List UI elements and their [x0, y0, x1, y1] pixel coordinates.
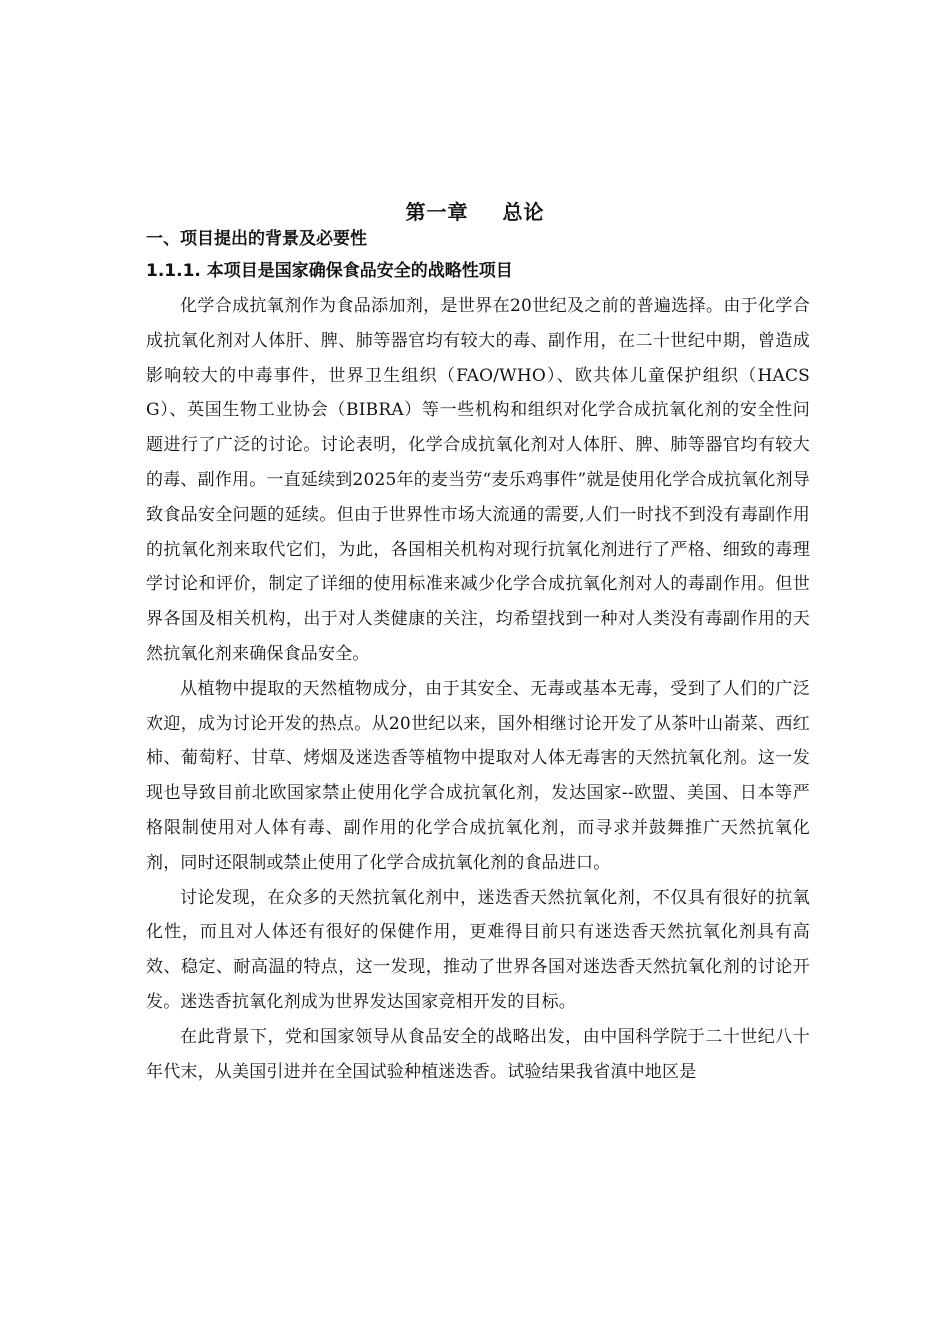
body-text: [146, 289, 810, 1089]
section-heading: 一、项目提出的背景及必要性: [146, 229, 367, 249]
chapter-title: [0, 198, 950, 226]
chapter-number: 第一章: [405, 200, 469, 224]
paragraph-1: 化学合成抗氧剂作为食品添加剂，是世界在20世纪及之前的普遍选择。由于化学合成抗氧化剂对人体肝、脾、肺等器官均有较大的毒、副作用，在二十世纪中期，曾造成影响较大的中毒事件，世界卫生组织（FAO/WHO）、欧共体儿童保护组织（HACSG）、英国生物工业协会（BIBRA）等一些机构和组织对化学合成抗氧化剂的安全性问题进行了广泛的讨论。讨论表明，化学合成抗氧化剂对人体肝、脾、肺等器官均有较大的毒、副作用。一直延续到2025年的麦当劳“麦乐鸡事件”就是使用化学合成抗氧化剂导致食品安全问题的延续。但由于世界性市场大流通的需要,人们一时找不到没有毒副作用的抗氧化剂来取代它们，为此，各国相关机构对现行抗氧化剂进行了严格、细致的毒理学讨论和评价，制定了详细的使用标准来减少化学合成抗氧化剂对人的毒副作用。但世界各国及相关机构，出于对人类健康的关注，均希望找到一种对人类没有毒副作用的天然抗氧化剂来确保食品安全。: [146, 296, 810, 664]
paragraph-4: 在此背景下，党和国家领导从食品安全的战略出发，由中国科学院于二十世纪八十年代末，从美国引进并在全国试验种植迷迭香。试验结果我省滇中地区是: [146, 1026, 810, 1082]
chapter-name: 总论: [502, 200, 545, 224]
paragraph-2: 从植物中提取的天然植物成分，由于其安全、无毒或基本无毒，受到了人们的广泛欢迎，成为讨论开发的热点。从20世纪以来，国外相继讨论开发了从茶叶山嵛菜、西红柿、葡萄籽、甘草、烤烟及迷迭香等植物中提取对人体无毒害的天然抗氧化剂。这一发现也导致目前北欧国家禁止使用化学合成抗氧化剂，发达国家--欧盟、美国、日本等严格限制使用对人体有毒、副作用的化学合成抗氧化剂，而寻求并鼓舞推广天然抗氧化剂，同时还限制或禁止使用了化学合成抗氧化剂的食品进口。: [146, 678, 810, 873]
paragraph-3: 讨论发现，在众多的天然抗氧化剂中，迷迭香天然抗氧化剂，不仅具有很好的抗氧化性，而且对人体还有很好的保健作用，更难得目前只有迷迭香天然抗氧化剂具有高效、稳定、耐高温的特点，这一发现，推动了世界各国对迷迭香天然抗氧化剂的讨论开发。迷迭香抗氧化剂成为世界发达国家竞相开发的目标。: [146, 887, 810, 1012]
subsection-heading: 1.1.1. 本项目是国家确保食品安全的战略性项目: [146, 261, 513, 281]
